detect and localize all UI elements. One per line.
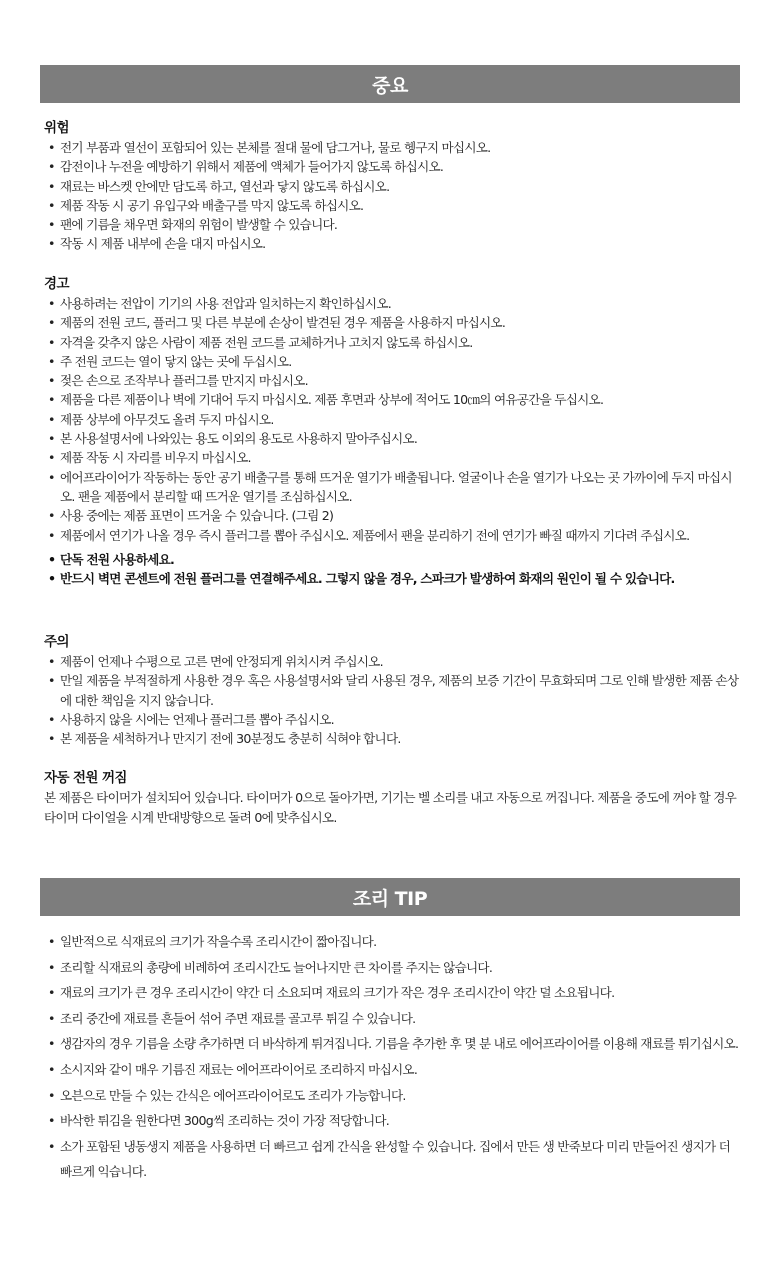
list-item: • 본 사용설명서에 나와있는 용도 이외의 용도로 사용하지 말아주십시오. xyxy=(44,429,744,448)
list-item: • 만일 제품을 부적절하게 사용한 경우 혹은 사용설명서와 달리 사용된 경우, 제품의 보증 기간이 무효화되며 그로 인해 발생한 제품 손상에 대한 책임을 지지 않습니다. xyxy=(44,671,744,710)
list-item-emphasis: • 반드시 벽면 콘센트에 전원 플러그를 연결해주세요. 그렇지 않을 경우, 스파크가 발생하여 화재의 원인이 될 수 있습니다. xyxy=(44,569,744,588)
list-item: • 본 제품을 세척하거나 만지기 전에 30분정도 충분히 식혀야 합니다. xyxy=(44,729,744,748)
auto-off-text: 본 제품은 타이머가 설치되어 있습니다. 타이머가 0으로 돌아가면, 기기는 벨 소리를 내고 자동으로 꺼집니다. 제품을 중도에 꺼야 할 경우 타이머 다이얼을 시계 반대방향으로 돌려 0에 맞추십시오. xyxy=(44,790,737,825)
caution-heading: 주의 xyxy=(44,634,69,650)
list-item: • 조리 중간에 재료를 흔들어 섞어 주면 재료를 골고루 튀길 수 있습니다. xyxy=(44,1006,744,1032)
list-item: • 팬에 기름을 채우면 화재의 위험이 발생할 수 있습니다. xyxy=(44,215,744,234)
list-item: • 사용하지 않을 시에는 언제나 플러그를 뽑아 주십시오. xyxy=(44,710,744,729)
list-item: • 젖은 손으로 조작부나 플러그를 만지지 마십시오. xyxy=(44,371,744,390)
warning-heading: 경고 xyxy=(44,276,69,292)
auto-off-heading: 자동 전원 꺼짐 xyxy=(44,770,127,786)
cooking-tips-banner: 조리 TIP xyxy=(40,878,740,916)
cooking-tips-section xyxy=(44,929,744,1185)
list-item: • 생감자의 경우 기름을 소량 추가하면 더 바삭하게 튀겨집니다. 기름을 추가한 후 몇 분 내로 에어프라이어를 이용해 재료를 튀기십시오. xyxy=(44,1031,744,1057)
caution-list xyxy=(44,652,744,748)
danger-section xyxy=(44,118,744,254)
cooking-tips-list xyxy=(44,929,744,1185)
list-item: • 주 전원 코드는 열이 닿지 않는 곳에 두십시오. xyxy=(44,352,744,371)
list-item: • 자격을 갖추지 않은 사람이 제품 전원 코드를 교체하거나 고치지 않도록 하십시오. xyxy=(44,333,744,352)
caution-section xyxy=(44,632,744,748)
list-item: • 오븐으로 만들 수 있는 간식은 에어프라이어로도 조리가 가능합니다. xyxy=(44,1083,744,1109)
list-item: • 제품 상부에 아무것도 올려 두지 마십시오. xyxy=(44,410,744,429)
list-item: • 전기 부품과 열선이 포함되어 있는 본체를 절대 물에 담그거나, 물로 헹구지 마십시오. xyxy=(44,138,744,157)
list-item: • 제품을 다른 제품이나 벽에 기대어 두지 마십시오. 제품 후면과 상부에 적어도 10㎝의 여유공간을 두십시오. xyxy=(44,390,744,409)
list-item: • 바삭한 튀김을 원한다면 300g씩 조리하는 것이 가장 적당합니다. xyxy=(44,1108,744,1134)
list-item: • 일반적으로 식재료의 크기가 작을수록 조리시간이 짧아집니다. xyxy=(44,929,744,955)
list-item: • 제품의 전원 코드, 플러그 및 다른 부분에 손상이 발견된 경우 제품을 사용하지 마십시오. xyxy=(44,313,744,332)
list-item: • 사용 중에는 제품 표면이 뜨거울 수 있습니다. (그림 2) xyxy=(44,506,744,525)
list-item: • 소가 포함된 냉동생지 제품을 사용하면 더 빠르고 쉽게 간식을 완성할 수 있습니다. 집에서 만든 생 반죽보다 미리 만들어진 생지가 더 빠르게 익습니다. xyxy=(44,1134,744,1185)
list-item: • 사용하려는 전압이 기기의 사용 전압과 일치하는지 확인하십시오. xyxy=(44,294,744,313)
warning-section xyxy=(44,274,744,588)
list-item: • 감전이나 누전을 예방하기 위해서 제품에 액체가 들어가지 않도록 하십시오. xyxy=(44,157,744,176)
list-item: • 에어프라이어가 작동하는 동안 공기 배출구를 통해 뜨거운 열기가 배출됩니다. 얼굴이나 손을 열기가 나오는 곳 가까이에 두지 마십시오. 팬을 제품에서 분리할 때 뜨거운 열기를 조심하십시오. xyxy=(44,468,744,507)
danger-heading: 위험 xyxy=(44,120,69,136)
list-item: • 제품이 언제나 수평으로 고른 면에 안정되게 위치시켜 주십시오. xyxy=(44,652,744,671)
list-item: • 재료의 크기가 큰 경우 조리시간이 약간 더 소요되며 재료의 크기가 작은 경우 조리시간이 약간 덜 소요됩니다. xyxy=(44,980,744,1006)
list-item: • 작동 시 제품 내부에 손을 대지 마십시오. xyxy=(44,234,744,253)
danger-list xyxy=(44,138,744,254)
list-item: • 조리할 식재료의 총량에 비례하여 조리시간도 늘어나지만 큰 차이를 주지는 않습니다. xyxy=(44,955,744,981)
important-banner: 중요 xyxy=(40,65,740,103)
list-item: • 재료는 바스켓 안에만 담도록 하고, 열선과 닿지 않도록 하십시오. xyxy=(44,177,744,196)
auto-off-section xyxy=(44,768,744,827)
warning-list xyxy=(44,294,744,588)
list-item: • 제품 작동 시 공기 유입구와 배출구를 막지 않도록 하십시오. xyxy=(44,196,744,215)
list-item: • 제품 작동 시 자리를 비우지 마십시오. xyxy=(44,448,744,467)
list-item: • 제품에서 연기가 나올 경우 즉시 플러그를 뽑아 주십시오. 제품에서 팬을 분리하기 전에 연기가 빠질 때까지 기다려 주십시오. xyxy=(44,526,744,545)
list-item-emphasis: • 단독 전원 사용하세요. xyxy=(44,550,744,569)
list-item: • 소시지와 같이 매우 기름진 재료는 에어프라이어로 조리하지 마십시오. xyxy=(44,1057,744,1083)
